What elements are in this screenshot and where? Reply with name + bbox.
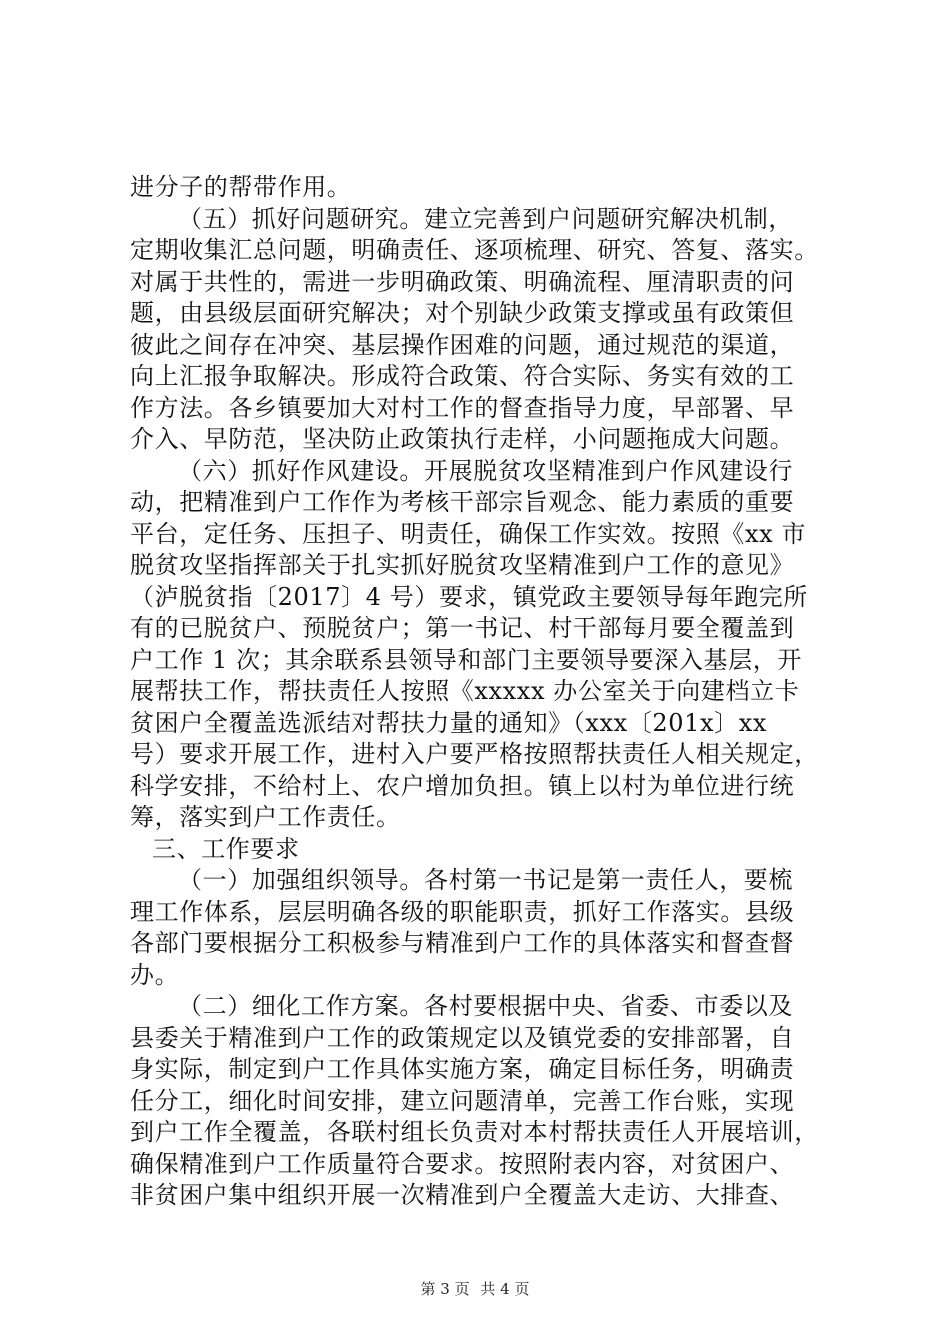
text-line: 任分工，细化时间安排，建立问题清单，完善工作台账，实现 bbox=[130, 1086, 795, 1115]
text-line: 有的已脱贫户、预脱贫户；第一书记、村干部每月要全覆盖到 bbox=[130, 614, 795, 642]
text-line: 筹，落实到户工作责任。 bbox=[130, 803, 401, 831]
text-line: 非贫困户集中组织开展一次精准到户全覆盖大走访、大排查、 bbox=[130, 1181, 795, 1209]
paragraph-start-line: （五）抓好问题研究。建立完善到户问题研究解决机制， bbox=[178, 204, 793, 233]
text-line: 确保精准到户工作质量符合要求。按照附表内容，对贫困户、 bbox=[130, 1149, 795, 1178]
text-line: 平台，定任务、压担子、明责任，确保工作实效。按照《xx 市 bbox=[130, 519, 807, 548]
text-line: 办。 bbox=[130, 960, 180, 989]
page-footer bbox=[0, 1278, 950, 1299]
text-line: 理工作体系，层层明确各级的职能职责，抓好工作落实。县级 bbox=[130, 897, 795, 926]
text-line: 进分子的帮带作用。 bbox=[130, 173, 352, 201]
text-line: 定期收集汇总问题，明确责任、逐项梳理、研究、答复、落实。 bbox=[130, 236, 819, 264]
text-line: 身实际，制定到户工作具体实施方案，确定目标任务，明确责 bbox=[130, 1055, 795, 1083]
text-line: 展帮扶工作，帮扶责任人按照《xxxxx 办公室关于向建档立卡 bbox=[130, 677, 800, 705]
paragraph-start-line: （六）抓好作风建设。开展脱贫攻坚精准到户作风建设行 bbox=[178, 456, 793, 485]
text-line: 题，由县级层面研究解决；对个别缺少政策支撑或虽有政策但 bbox=[130, 299, 795, 327]
text-line: 科学安排，不给村上、农户增加负担。镇上以村为单位进行统 bbox=[130, 771, 795, 800]
text-line: 号）要求开展工作，进村入户要严格按照帮扶责任人相关规定， bbox=[130, 740, 819, 768]
text-line: （泸脱贫指〔2017〕4 号）要求，镇党政主要领导每年跑完所 bbox=[130, 582, 808, 611]
page-number: 第 3 页 bbox=[420, 1280, 470, 1298]
text-line: 各部门要根据分工积极参与精准到户工作的具体落实和督查督 bbox=[130, 929, 795, 957]
document-body bbox=[130, 172, 830, 1212]
text-line: 脱贫攻坚指挥部关于扎实抓好脱贫攻坚精准到户工作的意见》 bbox=[130, 551, 795, 579]
text-line: 贫困户全覆盖选派结对帮扶力量的通知》（xxx〔201x〕xx bbox=[130, 708, 768, 737]
section-heading: 三、工作要求 bbox=[152, 834, 300, 863]
text-line: 户工作 1 次；其余联系县领导和部门主要领导要深入基层，开 bbox=[130, 645, 802, 674]
text-line: 县委关于精准到户工作的政策规定以及镇党委的安排部署，自 bbox=[130, 1023, 795, 1052]
text-line: 对属于共性的，需进一步明确政策、明确流程、厘清职责的问 bbox=[130, 267, 795, 296]
text-line: 动，把精准到户工作作为考核干部宗旨观念、能力素质的重要 bbox=[130, 488, 795, 516]
text-line: 彼此之间存在冲突、基层操作困难的问题，通过规范的渠道， bbox=[130, 330, 795, 359]
text-line: 向上汇报争取解决。形成符合政策、符合实际、务实有效的工 bbox=[130, 362, 795, 390]
paragraph-start-line: （一）加强组织领导。各村第一书记是第一责任人，要梳 bbox=[178, 866, 793, 894]
text-line: 作方法。各乡镇要加大对村工作的督查指导力度，早部署、早 bbox=[130, 393, 795, 422]
text-line: 介入、早防范，坚决防止政策执行走样，小问题拖成大问题。 bbox=[130, 425, 795, 453]
text-line: 到户工作全覆盖，各联村组长负责对本村帮扶责任人开展培训， bbox=[130, 1118, 819, 1146]
total-pages: 共 4 页 bbox=[480, 1280, 530, 1298]
paragraph-start-line: （二）细化工作方案。各村要根据中央、省委、市委以及 bbox=[178, 992, 793, 1020]
